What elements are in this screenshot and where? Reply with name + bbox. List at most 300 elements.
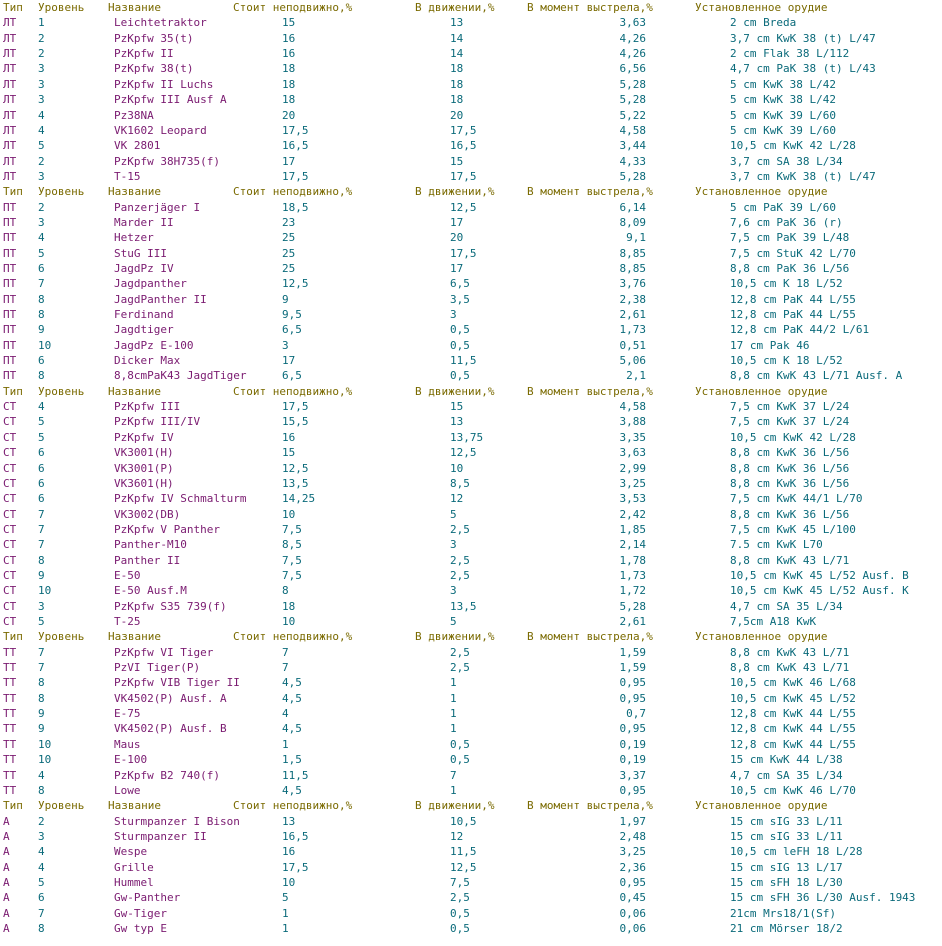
firing-cell: 3,63: [619, 16, 646, 30]
table-row: [0, 61, 942, 76]
table-row: [0, 752, 942, 767]
type-cell: А: [3, 875, 10, 889]
type-cell: СТ: [3, 615, 17, 628]
gun-cell: 17 cm Pak 46: [730, 338, 810, 352]
type-cell: ТТ: [3, 691, 17, 705]
standing-cell: 16: [282, 31, 296, 45]
firing-cell: 0,45: [619, 891, 646, 905]
standing-cell: 16: [282, 430, 296, 444]
standing-cell: 10: [282, 507, 296, 521]
level-cell: 8: [38, 553, 45, 567]
gun-cell: 7,5cm A18 KwK: [730, 615, 817, 628]
firing-cell: 4,26: [619, 47, 646, 60]
table-row: [0, 15, 942, 30]
level-cell: 4: [38, 400, 45, 414]
header-name-cell: Название: [108, 799, 161, 813]
gun-cell: 7,5 cm StuK 42 L/70: [730, 246, 856, 260]
name-cell: Panzerjäger I: [114, 200, 201, 214]
moving-cell: 13: [450, 16, 464, 30]
table-row: [0, 737, 942, 752]
header-standing-cell: Стоит неподвижно,%: [233, 384, 353, 398]
type-cell: ЛТ: [3, 16, 17, 30]
standing-cell: 4,5: [282, 691, 302, 705]
gun-cell: 15 cm sFH 18 L/30: [730, 875, 843, 889]
table-row: [0, 261, 942, 276]
firing-cell: 0,95: [619, 691, 646, 705]
gun-cell: 5 cm PaK 39 L/60: [730, 200, 836, 214]
type-cell: ЛТ: [3, 123, 17, 137]
header-level-cell: Уровень: [38, 384, 85, 398]
header-name-cell: Название: [108, 384, 161, 398]
gun-cell: 10,5 cm K 18 L/52: [730, 277, 843, 291]
moving-cell: 0,5: [450, 338, 470, 352]
gun-cell: 10,5 cm K 18 L/52: [730, 354, 843, 368]
firing-cell: 0,95: [619, 875, 646, 889]
header-gun-cell: Установленное орудие: [695, 630, 828, 644]
firing-cell: 1,72: [619, 584, 646, 598]
level-cell: 7: [38, 538, 45, 552]
standing-cell: 14,25: [282, 492, 316, 506]
moving-cell: 1: [450, 722, 457, 736]
gun-cell: 10,5 cm KwK 46 L/68: [730, 676, 856, 690]
gun-cell: 7,5 cm KwK 45 L/100: [730, 522, 856, 536]
gun-cell: 3,7 cm SA 38 L/34: [730, 154, 843, 168]
name-cell: Marder II: [114, 215, 174, 229]
gun-cell: 4,7 cm SA 35 L/34: [730, 599, 843, 613]
type-cell: А: [3, 860, 10, 874]
table-row: [0, 200, 942, 215]
type-cell: ПТ: [3, 246, 17, 260]
standing-cell: 4: [282, 707, 289, 721]
moving-cell: 17,5: [450, 246, 477, 260]
gun-cell: 8,8 cm KwK 43 L/71 Ausf. A: [730, 369, 903, 383]
name-cell: Lowe: [114, 783, 141, 797]
header-name-cell: Название: [108, 630, 161, 644]
name-cell: Gw typ E: [114, 922, 167, 935]
standing-cell: 10: [282, 615, 296, 628]
table-row: [0, 322, 942, 337]
firing-cell: 1,73: [619, 568, 646, 582]
firing-cell: 5,28: [619, 599, 646, 613]
name-cell: Sturmpanzer II: [114, 829, 207, 843]
type-cell: А: [3, 891, 10, 905]
name-cell: Panther II: [114, 553, 181, 567]
firing-cell: 0,95: [619, 783, 646, 797]
standing-cell: 17: [282, 154, 296, 168]
name-cell: T-25: [114, 615, 141, 628]
name-cell: PzKpfw VIB Tiger II: [114, 676, 240, 690]
level-cell: 1: [38, 16, 45, 30]
header-name-cell: Название: [108, 1, 161, 14]
table-row: [0, 553, 942, 568]
type-cell: ТТ: [3, 783, 17, 797]
header-moving-cell: В движении,%: [415, 630, 495, 644]
firing-cell: 4,58: [619, 400, 646, 414]
name-cell: VK3001(P): [114, 461, 174, 475]
firing-cell: 1,78: [619, 553, 646, 567]
firing-cell: 1,85: [619, 522, 646, 536]
name-cell: Jagdtiger: [114, 323, 174, 337]
moving-cell: 10,5: [450, 814, 477, 828]
standing-cell: 7,5: [282, 522, 302, 536]
moving-cell: 18: [450, 93, 464, 107]
standing-cell: 15: [282, 16, 296, 30]
moving-cell: 13,5: [450, 599, 477, 613]
moving-cell: 1: [450, 707, 457, 721]
type-cell: СТ: [3, 507, 17, 521]
standing-cell: 17,5: [282, 123, 309, 137]
moving-cell: 12,5: [450, 860, 477, 874]
table-row: [0, 230, 942, 245]
moving-cell: 12,5: [450, 200, 477, 214]
firing-cell: 0,06: [619, 922, 646, 935]
standing-cell: 20: [282, 108, 296, 122]
moving-cell: 17: [450, 261, 464, 275]
firing-cell: 3,76: [619, 277, 646, 291]
type-cell: А: [3, 829, 10, 843]
level-cell: 5: [38, 615, 45, 628]
type-cell: ПТ: [3, 200, 17, 214]
gun-cell: 8,8 cm KwK 43 L/71: [730, 553, 850, 567]
name-cell: PzVI Tiger(P): [114, 661, 201, 674]
type-cell: ТТ: [3, 676, 17, 690]
name-cell: E-50: [114, 568, 141, 582]
firing-cell: 2,36: [619, 860, 646, 874]
moving-cell: 13,75: [450, 430, 484, 444]
table-row: [0, 154, 942, 169]
gun-cell: 10,5 cm KwK 45 L/52: [730, 691, 856, 705]
level-cell: 2: [38, 31, 45, 45]
table-row: [0, 906, 942, 921]
level-cell: 7: [38, 507, 45, 521]
standing-cell: 7: [282, 645, 289, 659]
header-gun-cell: Установленное орудие: [695, 1, 828, 14]
gun-cell: 10,5 cm KwK 42 L/28: [730, 139, 856, 153]
firing-cell: 2,99: [619, 461, 646, 475]
type-cell: СТ: [3, 400, 17, 414]
name-cell: PzKpfw V Panther: [114, 522, 220, 536]
firing-cell: 0,51: [619, 338, 646, 352]
firing-cell: 2,1: [626, 369, 646, 383]
level-cell: 8: [38, 308, 45, 321]
name-cell: PzKpfw S35 739(f): [114, 599, 227, 613]
firing-cell: 8,85: [619, 246, 646, 260]
standing-cell: 13: [282, 814, 296, 828]
standing-cell: 9,5: [282, 308, 302, 321]
gun-cell: 3,7 cm KwK 38 (t) L/47: [730, 31, 876, 45]
moving-cell: 10: [450, 461, 464, 475]
moving-cell: 0,5: [450, 323, 470, 337]
standing-cell: 16,5: [282, 139, 309, 153]
firing-cell: 5,28: [619, 77, 646, 91]
moving-cell: 14: [450, 31, 464, 45]
table-row: [0, 507, 942, 522]
type-cell: СТ: [3, 599, 17, 613]
name-cell: Hummel: [114, 875, 154, 889]
type-cell: ТТ: [3, 753, 17, 767]
gun-cell: 4,7 cm SA 35 L/34: [730, 768, 843, 782]
level-cell: 4: [38, 231, 45, 245]
level-cell: 7: [38, 645, 45, 659]
firing-cell: 0,19: [619, 753, 646, 767]
gun-cell: 12,8 cm PaK 44/2 L/61: [730, 323, 870, 337]
name-cell: PzKpfw II: [114, 47, 174, 60]
moving-cell: 2,5: [450, 891, 470, 905]
level-cell: 8: [38, 691, 45, 705]
standing-cell: 16: [282, 47, 296, 60]
table-row: [0, 169, 942, 184]
moving-cell: 1: [450, 783, 457, 797]
name-cell: PzKpfw VI Tiger: [114, 645, 214, 659]
type-cell: ТТ: [3, 722, 17, 736]
firing-cell: 2,61: [619, 308, 646, 321]
gun-cell: 12,8 cm PaK 44 L/55: [730, 292, 856, 306]
standing-cell: 1: [282, 737, 289, 751]
type-cell: ТТ: [3, 707, 17, 721]
firing-cell: 5,28: [619, 169, 646, 183]
table-row: [0, 814, 942, 829]
standing-cell: 16: [282, 845, 296, 859]
table-row: [0, 215, 942, 230]
moving-cell: 5: [450, 507, 457, 521]
table-row: [0, 445, 942, 460]
standing-cell: 5: [282, 891, 289, 905]
standing-cell: 18: [282, 599, 296, 613]
gun-cell: 7,5 cm PaK 39 L/48: [730, 231, 850, 245]
level-cell: 2: [38, 814, 45, 828]
table-row: [0, 522, 942, 537]
table-row: [0, 568, 942, 583]
header-type-cell: Тип: [3, 185, 23, 199]
gun-cell: 12,8 cm KwK 44 L/55: [730, 722, 856, 736]
moving-cell: 3: [450, 308, 457, 321]
level-cell: 8: [38, 922, 45, 935]
type-cell: ПТ: [3, 277, 17, 291]
name-cell: Grille: [114, 860, 154, 874]
moving-cell: 2,5: [450, 645, 470, 659]
gun-cell: 2 cm Breda: [730, 16, 797, 30]
name-cell: Wespe: [114, 845, 148, 859]
type-cell: А: [3, 814, 10, 828]
level-cell: 6: [38, 261, 45, 275]
table-row: [0, 844, 942, 859]
standing-cell: 25: [282, 246, 296, 260]
level-cell: 5: [38, 246, 45, 260]
header-standing-cell: Стоит неподвижно,%: [233, 185, 353, 199]
gun-cell: 21 cm Mörser 18/2: [730, 922, 843, 935]
name-cell: PzKpfw III: [114, 400, 181, 414]
moving-cell: 2,5: [450, 553, 470, 567]
name-cell: JagdPz IV: [114, 261, 174, 275]
header-level-cell: Уровень: [38, 630, 85, 644]
type-cell: ПТ: [3, 261, 17, 275]
header-firing-cell: В момент выстрела,%: [527, 630, 653, 644]
level-cell: 8: [38, 292, 45, 306]
level-cell: 2: [38, 200, 45, 214]
table-row: [0, 875, 942, 890]
table-row: [0, 430, 942, 445]
header-level-cell: Уровень: [38, 1, 85, 14]
level-cell: 3: [38, 829, 45, 843]
gun-cell: 7.5 cm KwK L70: [730, 538, 823, 552]
name-cell: JagdPz E-100: [114, 338, 194, 352]
level-cell: 10: [38, 737, 52, 751]
level-cell: 3: [38, 93, 45, 107]
gun-cell: 7,5 cm KwK 37 L/24: [730, 400, 850, 414]
standing-cell: 25: [282, 231, 296, 245]
name-cell: PzKpfw 38H735(f): [114, 154, 220, 168]
type-cell: ЛТ: [3, 62, 17, 76]
gun-cell: 8,8 cm PaK 36 L/56: [730, 261, 850, 275]
firing-cell: 0,19: [619, 737, 646, 751]
name-cell: Ferdinand: [114, 308, 174, 321]
moving-cell: 17,5: [450, 123, 477, 137]
table-row: [0, 246, 942, 261]
name-cell: Sturmpanzer I Bison: [114, 814, 240, 828]
level-cell: 5: [38, 875, 45, 889]
gun-cell: 10,5 cm leFH 18 L/28: [730, 845, 863, 859]
moving-cell: 13: [450, 415, 464, 429]
standing-cell: 11,5: [282, 768, 309, 782]
type-cell: А: [3, 906, 10, 920]
level-cell: 9: [38, 323, 45, 337]
type-cell: СТ: [3, 538, 17, 552]
name-cell: Panther-M10: [114, 538, 187, 552]
firing-cell: 8,09: [619, 215, 646, 229]
type-cell: СТ: [3, 568, 17, 582]
standing-cell: 12,5: [282, 277, 309, 291]
name-cell: VK4502(P) Ausf. B: [114, 722, 227, 736]
type-cell: ПТ: [3, 308, 17, 321]
type-cell: ТТ: [3, 768, 17, 782]
firing-cell: 3,25: [619, 845, 646, 859]
moving-cell: 0,5: [450, 922, 470, 935]
firing-cell: 3,63: [619, 446, 646, 460]
name-cell: PzKpfw B2 740(f): [114, 768, 220, 782]
level-cell: 5: [38, 415, 45, 429]
header-row: [0, 629, 942, 644]
table-row: [0, 77, 942, 92]
standing-cell: 15,5: [282, 415, 309, 429]
level-cell: 8: [38, 369, 45, 383]
table-row: [0, 307, 942, 322]
gun-cell: 7,5 cm KwK 37 L/24: [730, 415, 850, 429]
type-cell: ПТ: [3, 215, 17, 229]
table-row: [0, 890, 942, 905]
firing-cell: 4,26: [619, 31, 646, 45]
type-cell: ПТ: [3, 231, 17, 245]
table-row: [0, 645, 942, 660]
type-cell: ЛТ: [3, 154, 17, 168]
name-cell: PzKpfw IV Schmalturm: [114, 492, 247, 506]
level-cell: 7: [38, 522, 45, 536]
gun-cell: 10,5 cm KwK 42 L/28: [730, 430, 856, 444]
standing-cell: 18,5: [282, 200, 309, 214]
type-cell: СТ: [3, 584, 17, 598]
gun-cell: 2 cm Flak 38 L/112: [730, 47, 850, 60]
level-cell: 3: [38, 169, 45, 183]
type-cell: СТ: [3, 415, 17, 429]
type-cell: СТ: [3, 446, 17, 460]
name-cell: Hetzer: [114, 231, 154, 245]
level-cell: 7: [38, 277, 45, 291]
type-cell: ЛТ: [3, 108, 17, 122]
moving-cell: 11,5: [450, 354, 477, 368]
name-cell: E-100: [114, 753, 148, 767]
firing-cell: 5,06: [619, 354, 646, 368]
level-cell: 9: [38, 568, 45, 582]
header-firing-cell: В момент выстрела,%: [527, 185, 653, 199]
type-cell: ПТ: [3, 323, 17, 337]
moving-cell: 20: [450, 231, 464, 245]
standing-cell: 8: [282, 584, 289, 598]
level-cell: 6: [38, 461, 45, 475]
name-cell: PzKpfw 35(t): [114, 31, 194, 45]
header-level-cell: Уровень: [38, 185, 85, 199]
type-cell: ТТ: [3, 661, 17, 674]
header-type-cell: Тип: [3, 799, 23, 813]
header-moving-cell: В движении,%: [415, 384, 495, 398]
type-cell: ПТ: [3, 338, 17, 352]
type-cell: ЛТ: [3, 31, 17, 45]
level-cell: 6: [38, 492, 45, 506]
standing-cell: 18: [282, 77, 296, 91]
gun-cell: 5 cm KwK 38 L/42: [730, 77, 836, 91]
gun-cell: 7,6 cm PaK 36 (r): [730, 215, 843, 229]
level-cell: 7: [38, 661, 45, 674]
level-cell: 6: [38, 476, 45, 490]
moving-cell: 3,5: [450, 292, 470, 306]
level-cell: 6: [38, 354, 45, 368]
header-type-cell: Тип: [3, 384, 23, 398]
type-cell: СТ: [3, 430, 17, 444]
gun-cell: 7,5 cm KwK 44/1 L/70: [730, 492, 863, 506]
moving-cell: 14: [450, 47, 464, 60]
level-cell: 6: [38, 891, 45, 905]
table-row: [0, 123, 942, 138]
table-row: [0, 461, 942, 476]
firing-cell: 1,59: [619, 661, 646, 674]
header-standing-cell: Стоит неподвижно,%: [233, 1, 353, 14]
level-cell: 5: [38, 430, 45, 444]
gun-cell: 8,8 cm KwK 43 L/71: [730, 661, 850, 674]
firing-cell: 0,06: [619, 906, 646, 920]
standing-cell: 6,5: [282, 323, 302, 337]
table-row: [0, 368, 942, 383]
moving-cell: 8,5: [450, 476, 470, 490]
header-moving-cell: В движении,%: [415, 799, 495, 813]
name-cell: Maus: [114, 737, 141, 751]
type-cell: ПТ: [3, 369, 17, 383]
type-cell: СТ: [3, 522, 17, 536]
level-cell: 3: [38, 215, 45, 229]
moving-cell: 7,5: [450, 875, 470, 889]
name-cell: PzKpfw II Luchs: [114, 77, 214, 91]
table-row: [0, 860, 942, 875]
firing-cell: 3,53: [619, 492, 646, 506]
header-gun-cell: Установленное орудие: [695, 384, 828, 398]
header-row: [0, 184, 942, 199]
moving-cell: 2,5: [450, 568, 470, 582]
level-cell: 9: [38, 707, 45, 721]
firing-cell: 2,61: [619, 615, 646, 628]
standing-cell: 3: [282, 338, 289, 352]
table-row: [0, 675, 942, 690]
level-cell: 3: [38, 77, 45, 91]
type-cell: ЛТ: [3, 47, 17, 60]
moving-cell: 1: [450, 691, 457, 705]
standing-cell: 16,5: [282, 829, 309, 843]
